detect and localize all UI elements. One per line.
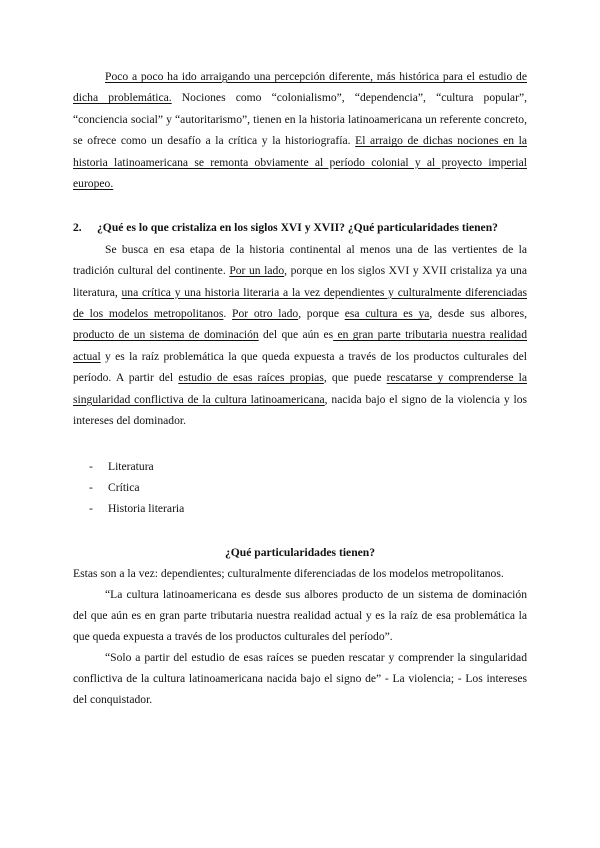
list-item-label: Literatura [108,459,154,473]
list-item [73,477,527,498]
underlined-text: Poco a poco ha ido arraigando una percepción diferente, más histórica para el estudio de dicha problemática. [73,70,527,105]
paragraph-text: , que puede [323,371,387,385]
section-paragraph [73,239,527,432]
paragraph-text: del que aún es [258,328,334,342]
underlined-text: estudio de esas raíces propias [178,371,324,385]
section-number: 2. [73,221,82,235]
quote-paragraph: “Solo a partir del estudio de esas raíces se pueden rescatar y comprender la singularidad conflictiva de la cultura latinoamericana nacida bajo el signo de” - La violencia; - Los intereses del conquistador. [73,650,527,706]
paragraph-text: , desde sus albores, [429,307,527,321]
underlined-text: esa cultura es ya [344,307,430,321]
paragraph-text: Nociones como “colonialismo”, “dependencia”, “cultura popular”, “conciencia social” y “autoritarismo”, tienen en la historia latinoamericana un referente concreto, se ofrece como un desafío a la crítica y la historiografía. [73,91,527,148]
document-page [73,66,527,710]
quote-paragraph: “La cultura latinoamericana es desde sus albores producto de un sistema de dominación del que aún es en gran parte tributaria nuestra realidad actual y es la raíz de esa problemática la que queda expuesta a través de los productos culturales del período”. [73,587,527,643]
paragraph-text: y es la raíz problemática la que queda expuesta a través de los productos culturales del período. A partir del [73,349,527,385]
underlined-text: El arraigo de dichas nociones en la historia latinoamericana se remonta obviamente al período colonial y al proyecto imperial europeo. [73,134,528,191]
paragraph-text: Se busca en esa etapa de la historia continental al menos una de las vertientes de la tradición cultural del continente. [73,242,527,278]
list-dash: - [89,459,93,473]
paragraph-text: . [223,307,233,321]
underlined-text: rescatarse y comprenderse la singularidad conflictiva de la cultura latinoamericana [73,371,527,406]
bullet-list [73,456,527,519]
underlined-text: una crítica y una historia literaria a la vez dependientes y culturalmente diferenciadas de los modelos metropolitanos [73,285,528,321]
section-heading [73,217,527,238]
underlined-text: Por un lado [229,264,285,278]
paragraph-text: , porque [298,307,345,321]
list-item [73,498,527,519]
paragraph-text: , porque en los siglos XVI y XVII cristaliza ya una literatura, [73,264,527,299]
intro-paragraph [73,66,527,194]
intro-line: Estas son a la vez: dependientes; culturalmente diferenciadas de los modelos metropolitanos. [73,566,504,580]
list-item-label: Crítica [108,480,140,494]
underlined-text: en gran parte tributaria nuestra realidad actual [73,328,527,363]
list-dash: - [89,480,93,494]
underlined-text: producto de un sistema de dominación [73,328,259,342]
section-title: ¿Qué es lo que cristaliza en los siglos XVI y XVII? ¿Qué particularidades tienen? [97,221,498,235]
list-dash: - [89,501,93,515]
subsection-title: ¿Qué particularidades tienen? [224,545,376,559]
underlined-text: Por otro lado [232,307,299,321]
paragraph-text: , nacida bajo el signo de la violencia y los intereses del dominador. [73,392,528,428]
list-item-label: Historia literaria [108,501,185,515]
list-item [73,456,527,477]
